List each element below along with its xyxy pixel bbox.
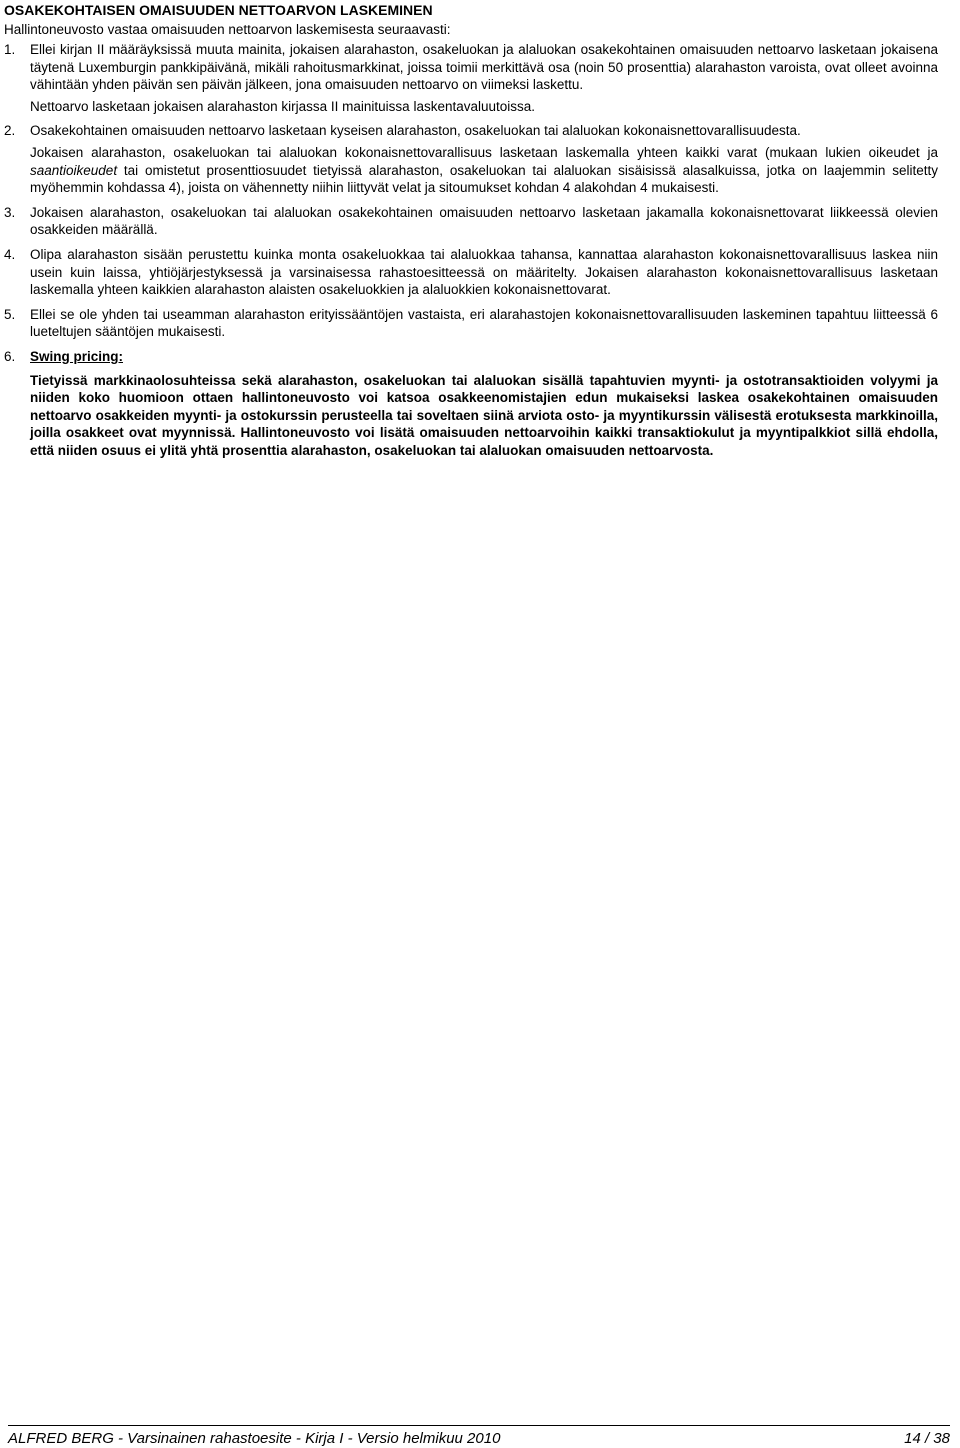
paragraph: Olipa alarahaston sisään perustettu kuinka monta osakeluokkaa tai alaluokkaa tahansa, kannattaa alarahaston kokonaisnettovarallisuus laskea niin usein kuin laissa, yhtiöjärjestyksessä ja varsinaisessa rahastoesitteessä on määritelty. Jokaisen alarahaston kokonaisnettovarallisuus lasketaan laskemalla yhteen kaikkien alarahaston alaisten osakeluokkien ja alaluokkien kokonaisnettovarat. xyxy=(30,246,938,298)
paragraph xyxy=(30,144,938,197)
list-item-2 xyxy=(4,122,938,196)
footer-document-info: ALFRED BERG - Varsinainen rahastoesite - Kirja I - Versio helmikuu 2010 xyxy=(8,1430,501,1447)
item-number: 5. xyxy=(4,306,16,322)
list-item-3 xyxy=(4,204,938,239)
list-item-4 xyxy=(4,246,938,299)
italic-term: saantioikeudet xyxy=(30,162,118,178)
paragraph: Jokaisen alarahaston, osakeluokan tai alaluokan osakekohtainen omaisuuden nettoarvo lasketaan jakamalla kokonaisnettovarat liikkeessä olevien osakkeiden määrällä. xyxy=(30,204,938,238)
page-footer xyxy=(8,1425,950,1447)
intro-text: Hallintoneuvosto vastaa omaisuuden nettoarvon laskemisesta seuraavasti: xyxy=(4,22,451,37)
paragraph: Tietyissä markkinaolosuhteissa sekä alarahaston, osakeluokan tai alaluokan sisällä tapahtuvien myynti- ja ostotransaktioiden volyymi ja niiden koko huomioon ottaen hallintoneuvosto voi katsoa osakkeenomistajien edun mukaiseksi laskea osakekohtainen omaisuuden nettoarvo osakkeiden myynti- ja ostokurssin perusteella tai soveltaen siinä arviota osto- ja myyntikurssin välisestä erotuksesta markkinoilla, joilla osakkeet ovat myynnissä. Hallintoneuvosto voi lisätä omaisuuden nettoarvoihin kaikki transaktiokulut ja myyntipalkkiot sillä ehdolla, että niiden osuus ei ylitä yhtä prosenttia alarahaston, osakeluokan tai alaluokan omaisuuden nettoarvosta. xyxy=(30,372,938,458)
item-number: 1. xyxy=(4,42,16,57)
list-item-1 xyxy=(4,41,938,115)
paragraph: Osakekohtainen omaisuuden nettoarvo lasketaan kyseisen alarahaston, osakeluokan tai alaluokan kokonaisnettovarallisuudesta. xyxy=(30,123,801,139)
item-number: 2. xyxy=(4,123,16,139)
paragraph: Nettoarvo lasketaan jokaisen alarahaston kirjassa II mainituissa laskentavaluutoissa. xyxy=(30,98,536,114)
paragraph: Ellei se ole yhden tai useamman alarahaston erityissääntöjen vastaista, eri alarahastojen kokonaisnettovarallisuuden laskeminen tapahtuu liitteessä 6 lueteltujen sääntöjen mukaisesti. xyxy=(30,306,938,340)
item-number: 3. xyxy=(4,204,16,220)
swing-pricing-heading: Swing pricing: xyxy=(30,348,123,364)
item-number: 4. xyxy=(4,246,16,262)
page-number: 14 / 38 xyxy=(904,1430,950,1447)
text-run: tai omistetut prosenttiosuudet tietyissä alarahaston, osakeluokan tai alaluokan sisäisissä alasalkuissa, jotka on laajemmin selitetty myöhemmin kohdassa 4), joista on vähennetty niihin liittyvät velat ja sitoumukset kohdan 4 alakohdan 4 mukaisesti. xyxy=(30,162,938,196)
document-title: OSAKEKOHTAISEN OMAISUUDEN NETTOARVON LASKEMINEN xyxy=(4,2,433,18)
list-item-5 xyxy=(4,306,938,341)
text-run: Jokaisen alarahaston, osakeluokan tai alaluokan kokonaisnettovarallisuus lasketaan laskemalla yhteen kaikki varat (mukaan lukien oikeudet ja xyxy=(30,144,938,160)
numbered-list xyxy=(4,41,938,466)
list-item-6 xyxy=(4,348,938,460)
item-number: 6. xyxy=(4,348,16,364)
paragraph: Ellei kirjan II määräyksissä muuta mainita, jokaisen alarahaston, osakeluokan ja alaluokan osakekohtainen omaisuuden nettoarvo lasketaan jokaisena täytenä Luxemburgin pankkipäivänä, mikäli rahoitusmarkkinat, joissa toimii merkittävä osa (noin 50 prosenttia) alarahaston varoista, ovat olleet avoinna vähintään yhden päivän sen päivän jälkeen, jona omaisuuden nettoarvo on viimeksi laskettu. xyxy=(30,42,938,93)
